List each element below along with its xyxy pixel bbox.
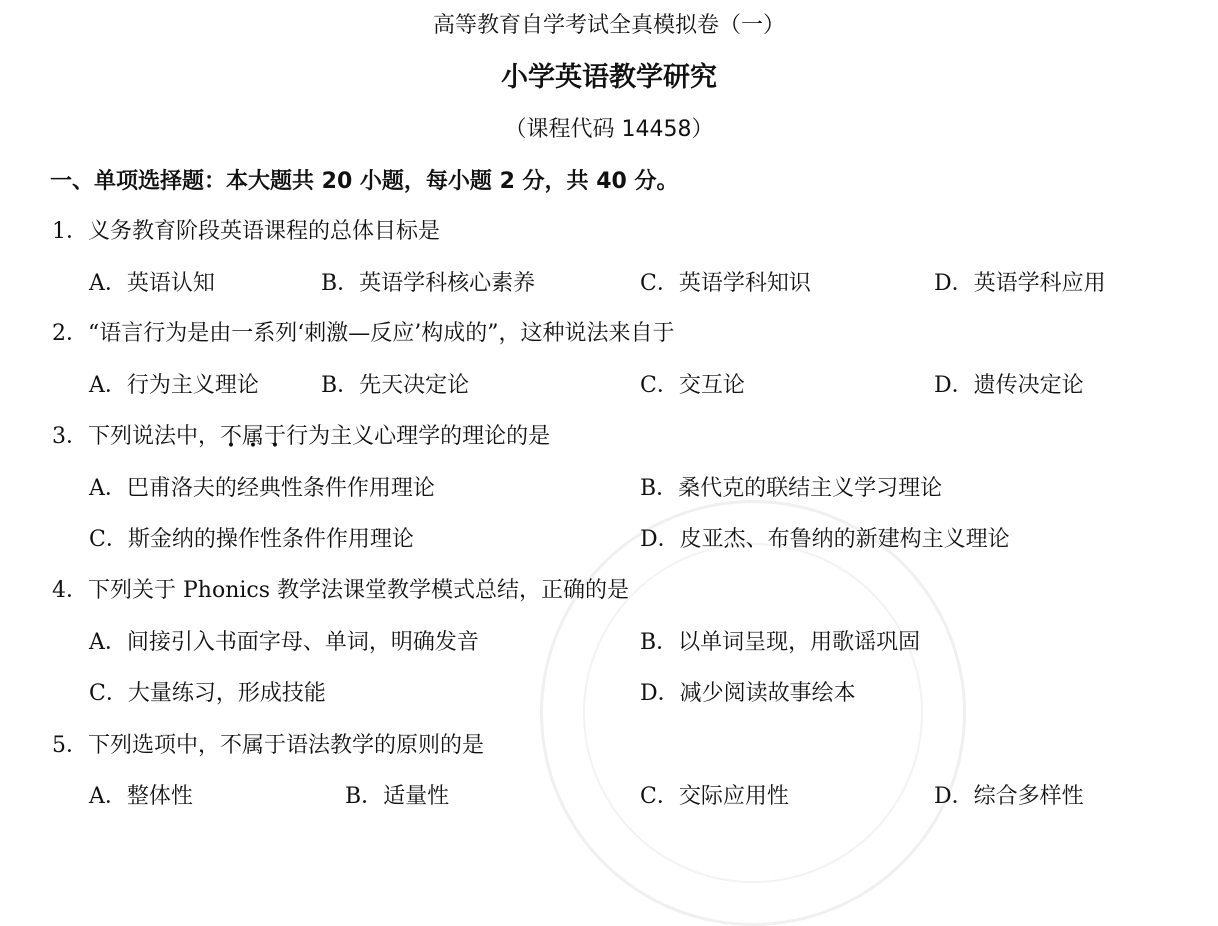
question-3-option-d: D．皮亚杰、布鲁纳的新建构主义理论	[640, 527, 1010, 552]
exam-title: 高等教育自学考试全真模拟卷（一）	[432, 13, 785, 38]
question-5-number: 5．	[52, 733, 88, 758]
question-2-option-b: B．先天决定论	[321, 373, 470, 398]
question-4-option-c: C．大量练习，形成技能	[89, 681, 326, 706]
question-5-option-d: D．综合多样性	[934, 784, 1084, 809]
question-3-option-a: A．巴甫洛夫的经典性条件作用理论	[89, 476, 435, 501]
question-5-option-a: A．整体性	[89, 784, 193, 809]
question-2-option-d: D．遗传决定论	[934, 373, 1084, 398]
question-4-option-d: D．减少阅读故事绘本	[640, 681, 856, 706]
question-1-number: 1．	[52, 219, 88, 244]
question-1-text: 义务教育阶段英语课程的总体目标是	[88, 219, 441, 244]
question-5	[0, 730, 1218, 762]
question-3-text-after: 行为主义心理学的理论的是	[286, 424, 551, 449]
question-4	[0, 575, 1218, 607]
question-1-option-d: D．英语学科应用	[934, 271, 1106, 296]
course-code: （课程代码 14458）	[504, 117, 714, 142]
question-3-options-row-1	[0, 473, 1218, 505]
question-2	[0, 318, 1218, 350]
question-3-option-c: C．斯金纳的操作性条件作用理论	[89, 527, 414, 552]
question-1-stem	[52, 216, 440, 248]
question-1-options	[0, 268, 1218, 300]
question-3-emphasis-char-2: 属	[242, 424, 265, 449]
question-3-number: 3．	[52, 424, 88, 449]
question-3-emphasis-char-1: 不	[220, 424, 243, 449]
watermark-seal	[540, 500, 966, 926]
question-3-text-before: 下列说法中，	[88, 424, 221, 449]
question-3-emphasis-char-3: 于	[264, 424, 287, 449]
question-2-options	[0, 370, 1218, 402]
question-4-number: 4．	[52, 578, 88, 603]
question-4-options-row-2	[0, 678, 1218, 710]
question-3-options-row-2	[0, 524, 1218, 556]
course-title: 小学英语教学研究	[501, 62, 717, 93]
question-2-option-c: C．交互论	[640, 373, 745, 398]
question-2-stem	[52, 318, 674, 350]
question-4-option-b: B．以单词呈现，用歌谣巩固	[640, 630, 921, 655]
question-1-option-a: A．英语认知	[89, 271, 215, 296]
section-heading: 一、单项选择题：本大题共 20 小题，每小题 2 分，共 40 分。	[50, 169, 679, 194]
question-1-option-c: C．英语学科知识	[640, 271, 811, 296]
question-4-option-a: A．间接引入书面字母、单词，明确发音	[89, 630, 479, 655]
question-3	[0, 421, 1218, 453]
question-4-text: 下列关于 Phonics 教学法课堂教学模式总结，正确的是	[88, 578, 630, 603]
question-1-option-b: B．英语学科核心素养	[321, 271, 536, 296]
question-2-number: 2．	[52, 321, 88, 346]
question-5-text: 下列选项中，不属于语法教学的原则的是	[88, 733, 485, 758]
question-4-options-row-1	[0, 627, 1218, 659]
question-5-options	[0, 781, 1218, 813]
question-3-option-b: B．桑代克的联结主义学习理论	[640, 476, 943, 501]
question-1	[0, 216, 1218, 248]
question-3-stem	[52, 421, 550, 453]
question-2-option-a: A．行为主义理论	[89, 373, 259, 398]
question-5-option-b: B．适量性	[345, 784, 450, 809]
question-4-stem	[52, 575, 629, 607]
question-2-text: “语言行为是由一系列‘刺激—反应’构成的”，这种说法来自于	[88, 321, 675, 346]
question-5-option-c: C．交际应用性	[640, 784, 789, 809]
question-5-stem	[52, 730, 484, 762]
